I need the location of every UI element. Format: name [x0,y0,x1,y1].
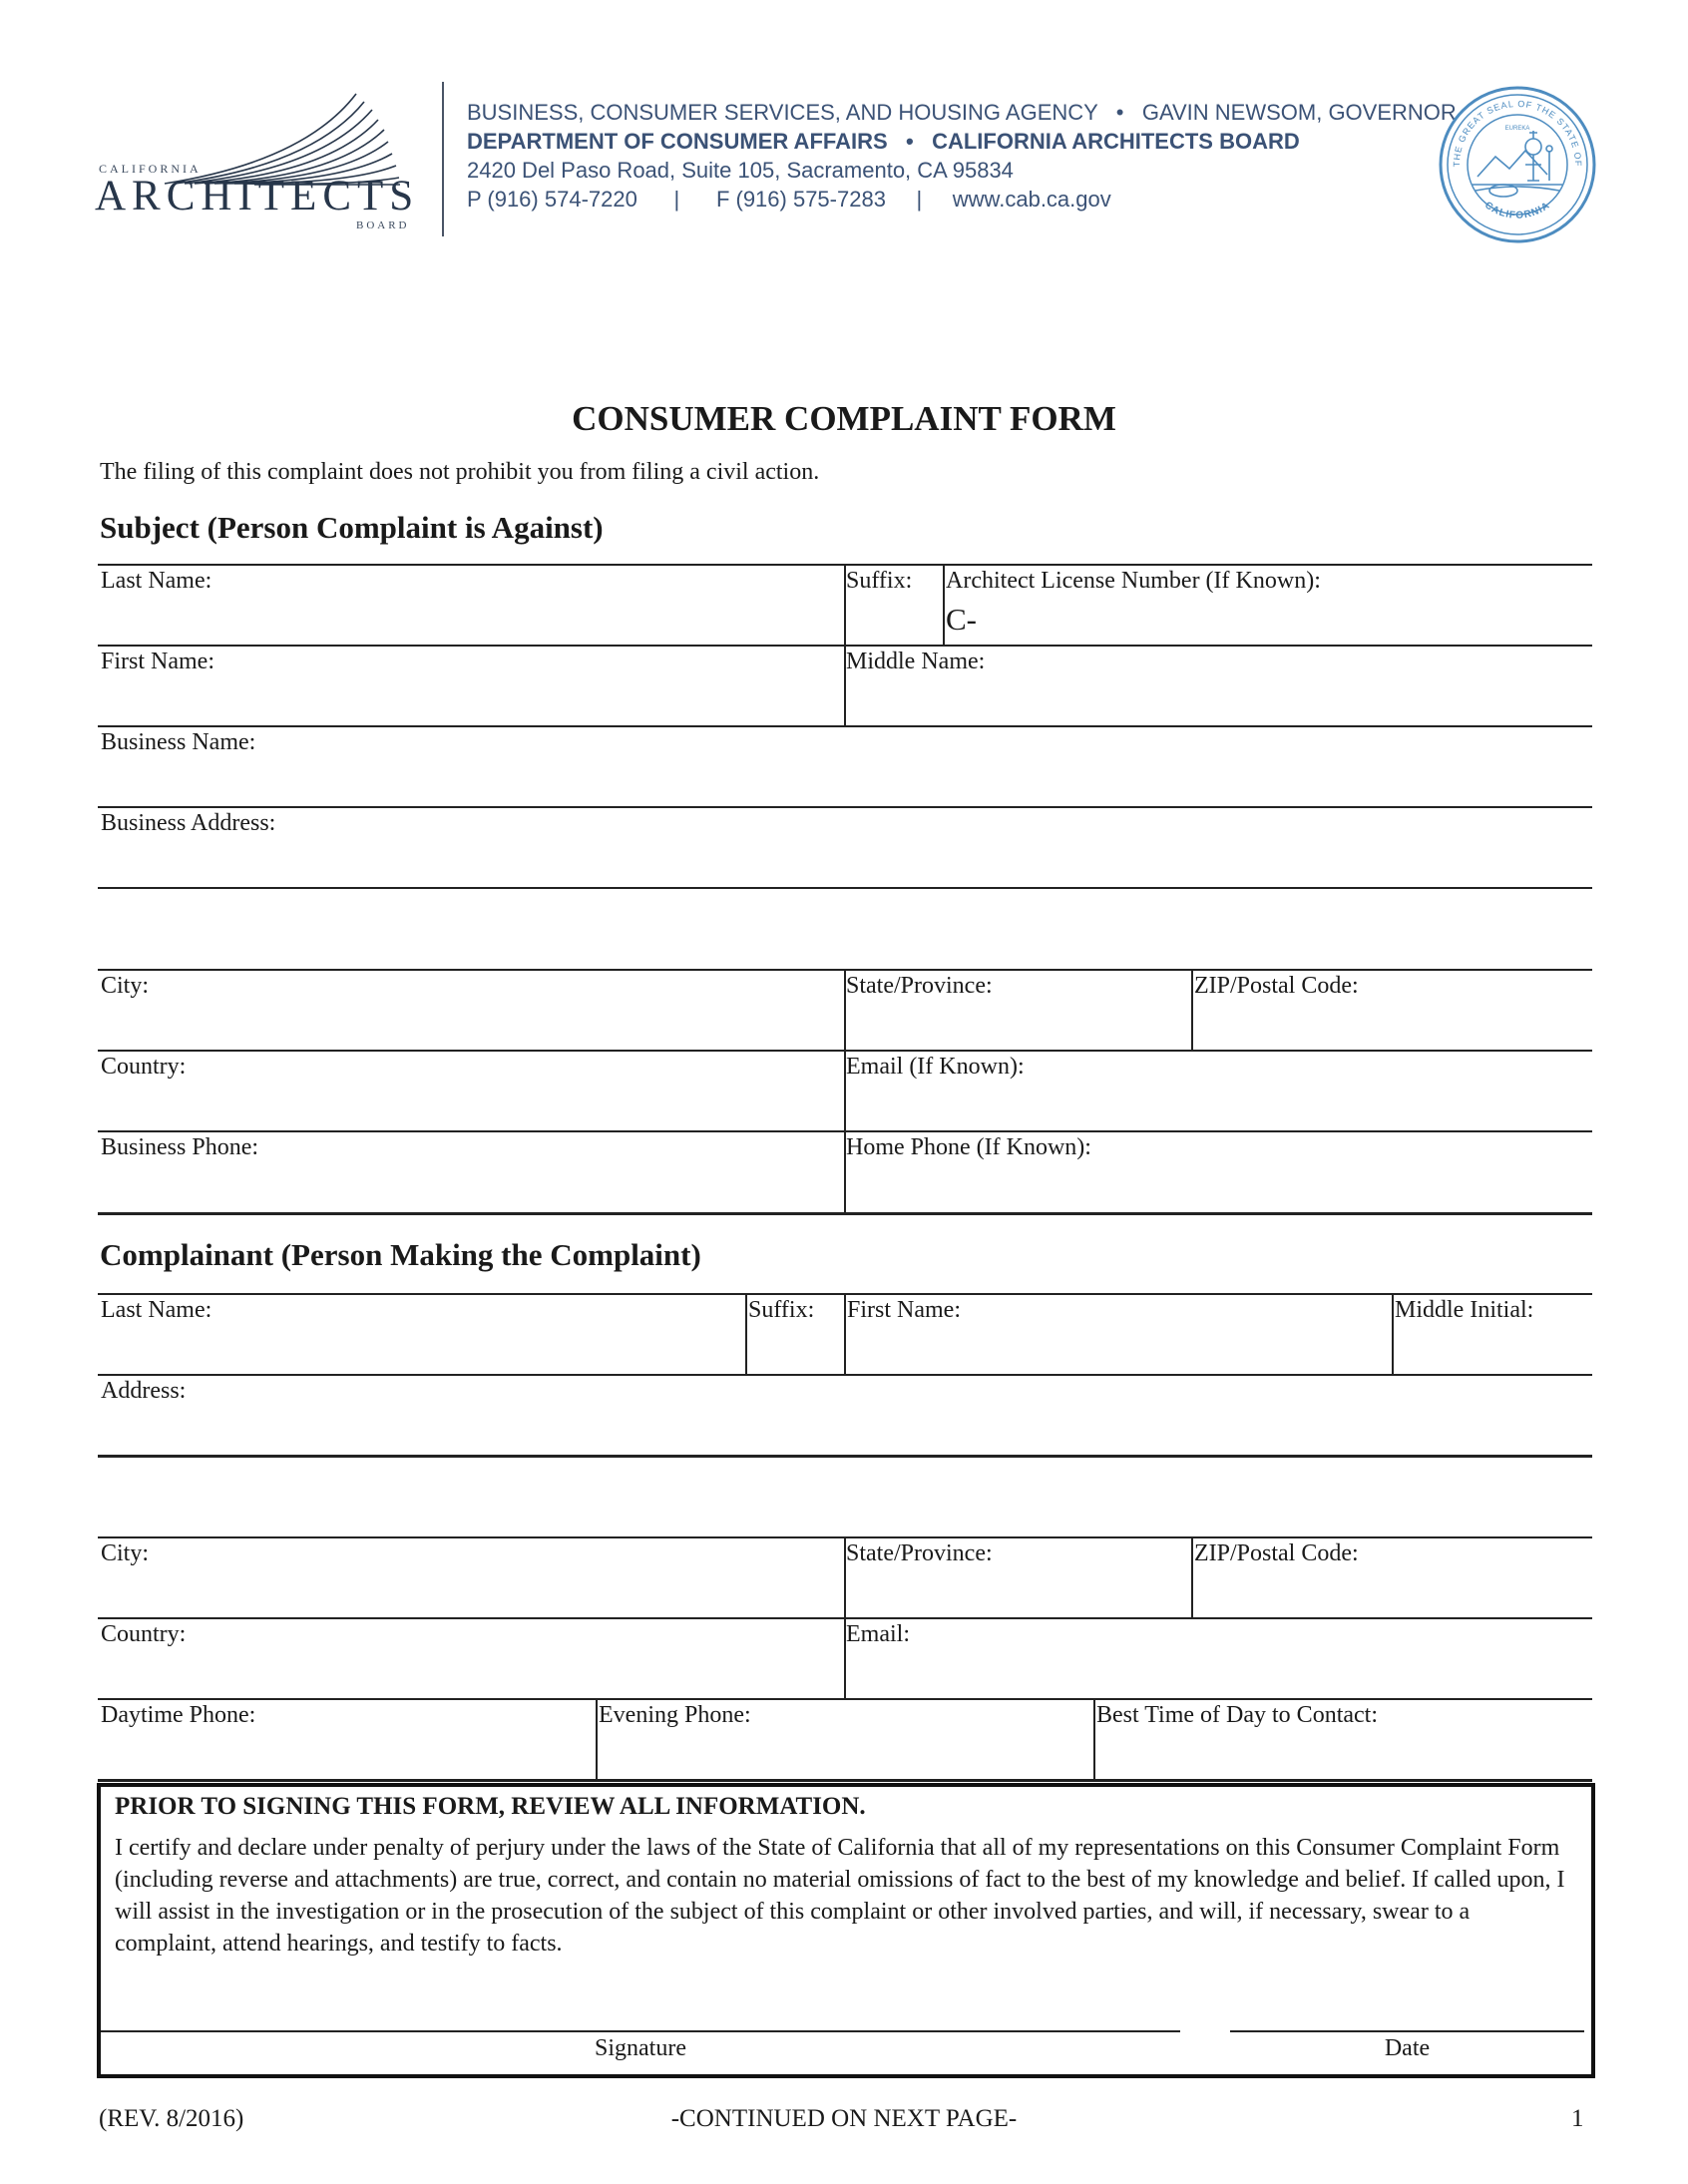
subject-license-input[interactable] [988,603,1576,639]
department-line [467,127,1457,156]
agency-name: BUSINESS, CONSUMER SERVICES, AND HOUSING AGENCY [467,100,1098,125]
complainant-best-time-label: Best Time of Day to Contact: [1096,1702,1378,1728]
subject-business-address-line2-input[interactable] [101,923,1577,963]
letterhead-divider [442,82,444,236]
complainant-city-label: City: [101,1540,150,1566]
intro-text: The filing of this complaint does not prohibit you from filing a civil action. [100,459,820,485]
website-link[interactable]: www.cab.ca.gov [952,187,1111,212]
signature-label: Signature [595,2035,686,2061]
subject-first-name-input[interactable] [101,683,834,719]
table-vline [943,564,945,646]
svg-text:THE GREAT SEAL OF THE STATE OF [1452,99,1583,168]
subject-business-name-input[interactable] [101,764,1577,800]
certification-text: I certify and declare under penalty of perjury under the laws of the State of California that all of my representations on this Consumer Complaint Form (including reverse and attachments) are true, correct, and contain no material omissions of fact to the best of my knowledge and belief. If called upon, I will assist in the investigation or in the prosecution of the subject of this complaint or other involved parties, and will, if necessary, swear to a complaint, attend hearings, and testify to facts. [115,1835,1565,1957]
complainant-zip-input[interactable] [1196,1575,1580,1611]
subject-suffix-input[interactable] [848,603,938,639]
table-line [98,1455,1592,1458]
subject-state-input[interactable] [848,1008,1185,1044]
pipe-separator: | [673,187,680,212]
subject-middle-name-input[interactable] [848,683,1576,719]
signature-line [101,2030,1180,2032]
address-line: 2420 Del Paso Road, Suite 105, Sacramento, CA 95834 [467,158,1014,183]
logo-california-text: CALIFORNIA [99,162,202,176]
subject-email-input[interactable] [848,1089,1576,1124]
seal-bottom-text: CALIFORNIA [1482,200,1552,221]
table-vline [1191,1536,1193,1618]
complainant-daytime-phone-label: Daytime Phone: [101,1702,256,1728]
complainant-middle-initial-label: Middle Initial: [1395,1297,1534,1323]
governor-name: GAVIN NEWSOM, GOVERNOR [1141,100,1457,125]
complainant-state-label: State/Province: [846,1540,993,1566]
continued-label: -CONTINUED ON NEXT PAGE- [670,2105,1018,2132]
board-name: CALIFORNIA ARCHITECTS BOARD [932,129,1300,154]
complainant-last-name-input[interactable] [101,1332,739,1368]
table-vline [844,1293,846,1375]
certification-heading: PRIOR TO SIGNING THIS FORM, REVIEW ALL INFORMATION. [115,1793,866,1820]
date-line [1230,2030,1584,2032]
bullet-separator: • [906,129,914,154]
complainant-first-name-input[interactable] [849,1332,1386,1368]
subject-business-phone-label: Business Phone: [101,1134,259,1160]
fax-number: F (916) 575-7283 [715,187,886,212]
table-vline [844,969,846,1212]
subject-business-name-label: Business Name: [101,729,256,755]
date-label: Date [1384,2035,1431,2061]
subject-middle-name-label: Middle Name: [846,649,986,674]
subject-business-phone-input[interactable] [101,1169,834,1205]
phone-number: P (916) 574-7220 [467,187,637,212]
subject-license-label: Architect License Number (If Known): [946,568,1321,594]
form-title: CONSUMER COMPLAINT FORM [572,399,1116,438]
table-vline [1392,1293,1394,1375]
table-line [98,1779,1592,1782]
logo-architects-text: ARCHITECTS [95,173,420,219]
subject-business-address-label: Business Address: [101,810,276,836]
complainant-country-label: Country: [101,1621,187,1647]
license-prefix: C- [946,602,977,637]
complainant-suffix-input[interactable] [750,1332,840,1368]
subject-suffix-label: Suffix: [846,568,913,594]
complainant-address-line2-input[interactable] [101,1491,1577,1530]
subject-last-name-input[interactable] [101,603,834,639]
logo-board-text: BOARD [356,219,410,231]
great-seal-icon [1438,85,1597,244]
complainant-country-input[interactable] [101,1656,834,1692]
complainant-address-label: Address: [101,1378,187,1404]
complainant-middle-initial-input[interactable] [1397,1332,1581,1368]
subject-city-input[interactable] [101,1008,834,1044]
complainant-address-input[interactable] [101,1413,1577,1449]
complainant-evening-phone-input[interactable] [601,1737,1087,1773]
subject-home-phone-input[interactable] [848,1169,1576,1205]
subject-email-label: Email (If Known): [846,1054,1025,1080]
complainant-email-input[interactable] [848,1656,1576,1692]
department-name: DEPARTMENT OF CONSUMER AFFAIRS [467,129,888,154]
complainant-zip-label: ZIP/Postal Code: [1194,1540,1359,1566]
pipe-separator: | [916,187,923,212]
complainant-city-input[interactable] [101,1575,834,1611]
complainant-suffix-label: Suffix: [748,1297,815,1323]
table-vline [596,1698,598,1780]
revision-label: (REV. 8/2016) [99,2105,244,2132]
subject-city-label: City: [101,973,150,999]
complainant-daytime-phone-input[interactable] [101,1737,590,1773]
subject-last-name-label: Last Name: [101,568,212,594]
seal-top-text: THE GREAT SEAL OF THE STATE OF [1451,98,1584,168]
architects-board-logo [95,92,424,231]
complainant-email-label: Email: [846,1621,910,1647]
signature-input[interactable] [105,1985,1172,2025]
subject-country-label: Country: [101,1054,187,1080]
contact-line [467,185,1457,214]
subject-zip-input[interactable] [1196,1008,1580,1044]
svg-text:CALIFORNIA [1482,200,1552,220]
state-seal [1438,85,1597,244]
page-number: 1 [1571,2105,1584,2132]
complainant-last-name-label: Last Name: [101,1297,212,1323]
subject-country-input[interactable] [101,1089,834,1124]
subject-business-address-input[interactable] [101,845,1577,881]
table-line [98,806,1592,808]
table-line [98,887,1592,889]
date-input[interactable] [1232,1985,1581,2025]
table-line [98,1212,1592,1215]
complainant-section-title: Complainant (Person Making the Complaint) [100,1237,701,1272]
subject-home-phone-label: Home Phone (If Known): [846,1134,1091,1160]
subject-state-label: State/Province: [846,973,993,999]
complainant-state-input[interactable] [848,1575,1185,1611]
letterhead-info [467,98,1457,214]
subject-zip-label: ZIP/Postal Code: [1194,973,1359,999]
complainant-evening-phone-label: Evening Phone: [599,1702,751,1728]
bullet-separator: • [1115,100,1124,125]
complainant-first-name-label: First Name: [847,1297,961,1323]
table-vline [745,1293,747,1375]
seal-motto: EUREKA [1504,126,1530,132]
subject-section-title: Subject (Person Complaint is Against) [100,510,604,545]
table-vline [1191,969,1193,1051]
complainant-best-time-input[interactable] [1098,1737,1582,1773]
subject-first-name-label: First Name: [101,649,214,674]
table-vline [1093,1698,1095,1780]
agency-line [467,98,1457,127]
